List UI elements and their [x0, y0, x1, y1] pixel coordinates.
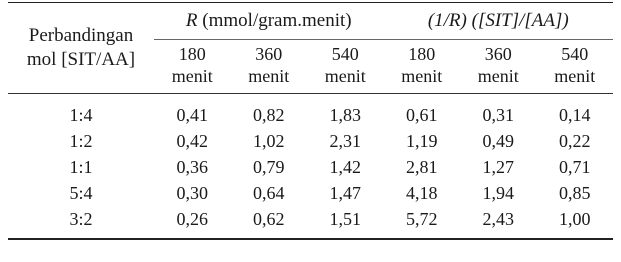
value-cell: 0,79	[253, 156, 285, 177]
value-cell: 1,02	[253, 130, 285, 151]
table-header	[8, 3, 613, 94]
value-cell: 1,27	[482, 156, 515, 177]
time-unit: menit	[324, 66, 366, 86]
header-group-row	[8, 3, 613, 40]
value-cell: 1,19	[406, 130, 438, 151]
time-value: 540	[561, 44, 589, 64]
table-body	[8, 94, 613, 240]
ratio-cell: 5:4	[69, 182, 93, 203]
row-label-header	[8, 3, 154, 94]
time-unit: menit	[248, 66, 290, 86]
ratio-cell: 1:2	[69, 130, 93, 151]
time-col-header	[460, 40, 537, 94]
value-cell: 0,49	[482, 130, 515, 151]
value-cell: 1,51	[307, 206, 384, 239]
time-unit: menit	[401, 66, 443, 86]
value-cell: 0,85	[559, 182, 591, 203]
ratio-cell: 1:1	[69, 156, 93, 177]
table-row	[8, 94, 613, 129]
group-header-inverse: (1/R) ([SIT]/[AA])	[384, 3, 614, 40]
time-col-header	[231, 40, 308, 94]
value-cell: 4,18	[406, 182, 438, 203]
time-value: 540	[331, 44, 359, 64]
row-label-line1: Perbandingan	[28, 25, 134, 46]
value-cell: 0,31	[482, 104, 515, 125]
data-table-container	[8, 2, 613, 240]
value-cell: 0,42	[176, 130, 208, 151]
group-r-symbol: R	[185, 10, 198, 31]
value-cell: 1,94	[482, 182, 515, 203]
value-cell: 0,22	[559, 130, 591, 151]
value-cell: 2,81	[406, 156, 438, 177]
value-cell: 0,61	[406, 104, 438, 125]
value-cell: 0,71	[559, 156, 591, 177]
value-cell: 0,36	[176, 156, 208, 177]
value-cell: 0,82	[253, 104, 285, 125]
time-col-header	[384, 40, 461, 94]
table-row	[8, 206, 613, 239]
value-cell: 0,26	[154, 206, 231, 239]
time-unit: menit	[171, 66, 213, 86]
value-cell: 1,47	[329, 182, 362, 203]
value-cell: 2,31	[329, 130, 362, 151]
ratio-cell: 1:4	[69, 104, 93, 125]
time-col-header	[537, 40, 614, 94]
group-r-unit: (mmol/gram.menit)	[197, 10, 352, 31]
time-value: 360	[255, 44, 283, 64]
value-cell: 1,00	[537, 206, 614, 239]
value-cell: 5,72	[384, 206, 461, 239]
time-unit: menit	[477, 66, 519, 86]
group-header-r	[154, 3, 384, 40]
value-cell: 1,83	[329, 104, 362, 125]
value-cell: 0,62	[231, 206, 308, 239]
time-value: 180	[408, 44, 436, 64]
row-label-line2: mol [SIT/AA]	[26, 49, 136, 70]
value-cell: 2,43	[460, 206, 537, 239]
table-row	[8, 154, 613, 180]
table-row	[8, 180, 613, 206]
table-row	[8, 128, 613, 154]
value-cell: 0,30	[176, 182, 208, 203]
data-table	[8, 2, 613, 240]
ratio-cell: 3:2	[8, 206, 154, 239]
value-cell: 1,42	[329, 156, 362, 177]
time-value: 360	[484, 44, 512, 64]
time-unit: menit	[554, 66, 596, 86]
value-cell: 0,41	[176, 104, 208, 125]
time-value: 180	[178, 44, 206, 64]
time-col-header	[307, 40, 384, 94]
value-cell: 0,64	[253, 182, 285, 203]
value-cell: 0,14	[559, 104, 591, 125]
time-col-header	[154, 40, 231, 94]
